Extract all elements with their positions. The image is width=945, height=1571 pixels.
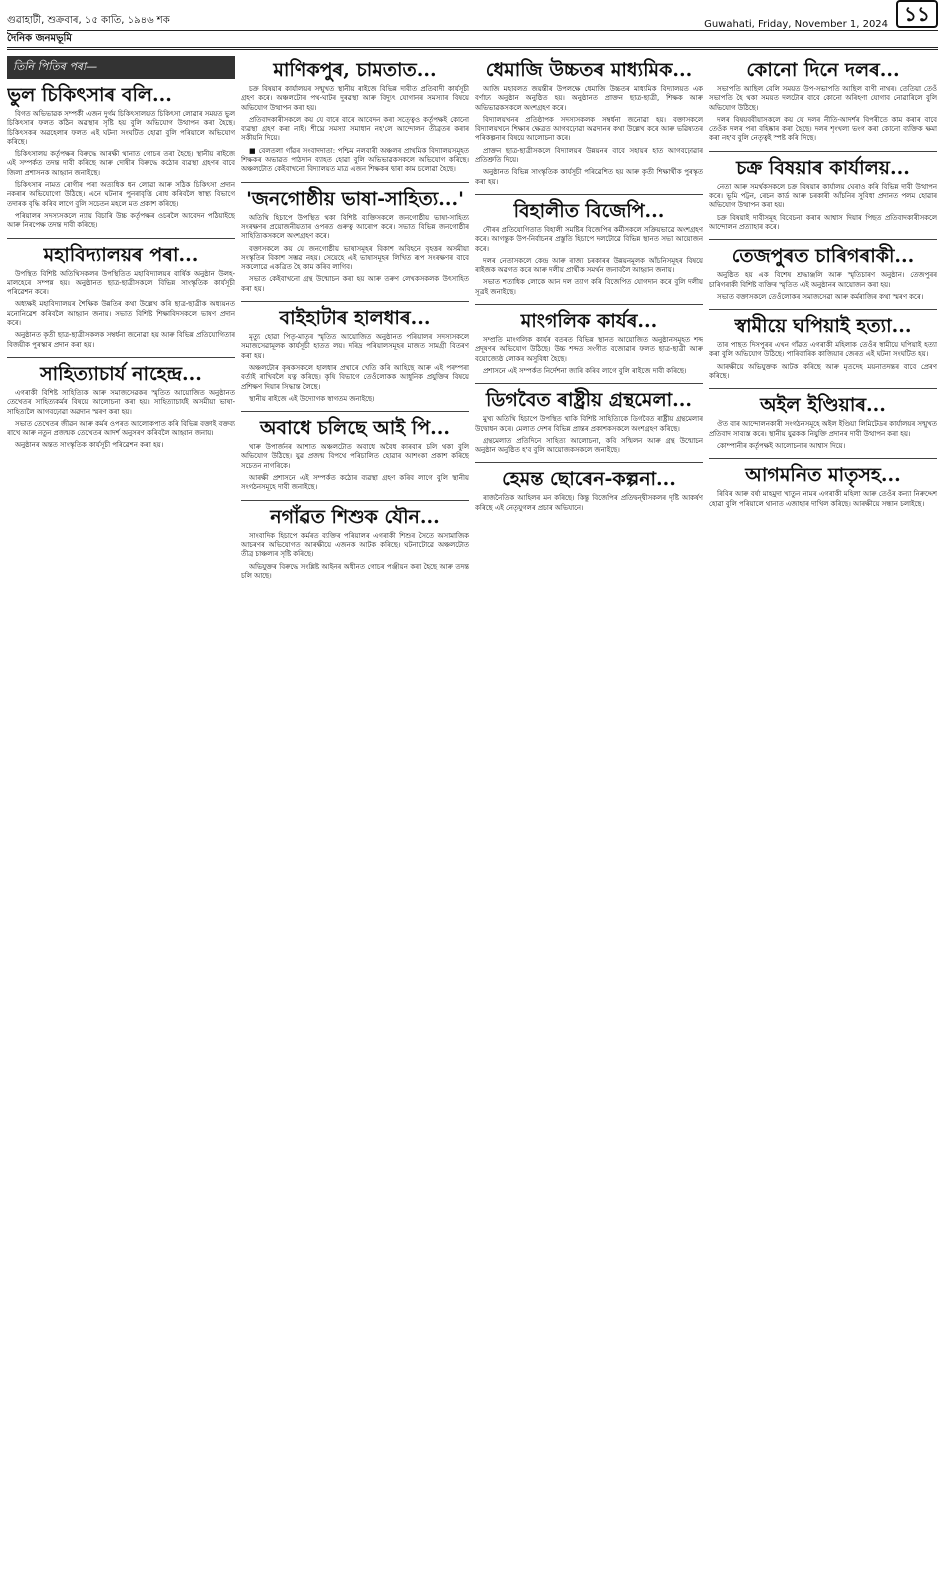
article bbox=[241, 54, 469, 183]
article-headline: মাংগলিক কাৰ্যৰ... bbox=[520, 310, 658, 333]
column-2 bbox=[241, 54, 469, 1564]
masthead: দৈনিক জনমভূমি bbox=[7, 31, 938, 50]
paragraph: আৰক্ষী প্ৰশাসনে এই সম্পৰ্কত কঠোৰ ব্যৱস্থা গ্ৰহণ কৰিব লাগে বুলি স্থানীয় সংগঠনসমূহে দাবী জনাইছে। bbox=[241, 474, 469, 492]
article-headline: চক্ৰ বিষয়াৰ কাৰ্যালয়... bbox=[736, 156, 910, 179]
article bbox=[709, 54, 937, 152]
paragraph: বিদ্যালয়খনৰ প্ৰতিষ্ঠাপক সদস্যসকলক সম্বৰ্ধনা জনোৱা হয়। বক্তাসকলে বিদ্যালয়খনে শিক্ষাৰ ক্ষেত্ৰত আগবঢ়োৱা অৱদানৰ কথা উল্লেখ কৰে আৰু ভৱিষ্যতৰ পৰিকল্পনাৰ বিষয়ে আলোচনা কৰে। bbox=[475, 115, 703, 143]
article bbox=[709, 152, 937, 240]
article-headline: ডিগবৈত ৰাষ্ট্ৰীয় গ্ৰন্থমেলা... bbox=[485, 389, 692, 412]
paragraph: বিগত অভিভাৱক সম্পৰ্কী এজন দুৰ্গম চিকিৎসালয়ত চিকিৎসা লোৱাৰ সময়ত ভুল চিকিৎসাৰ ফলত কঠিন অৱস্থাৰ সৃষ্টি হয় বুলি অভিযোগ উত্থাপন কৰা হৈছে। চিকিৎসকৰ অৱহেলাৰ ফলত এই ঘটনা সংঘটিত হোৱা বুলি পৰিয়ালে অভিযোগ কৰিছে। bbox=[7, 110, 235, 146]
article-headline: নগাঁৱত শিশুক যৌন... bbox=[270, 505, 440, 528]
page-number: ১১ bbox=[896, 0, 938, 28]
article-body bbox=[709, 85, 937, 144]
article bbox=[709, 389, 937, 459]
article-body bbox=[709, 490, 937, 509]
paragraph: সভাপতি আছিল বেলি সময়ত উপ-সভাপতি আছিল বাণী নাথৰ। তেতিয়া তেওঁ সভাপতি হৈ থকা সময়ত দলটোৰ বাবে কোনো অৰিহণা যোগাব নোৱাৰিলে বুলি অভিযোগ উঠিছে। bbox=[709, 85, 937, 112]
paragraph: সভাত শতাধিক লোকে আন দল ত্যাগ কৰি বিজেপিত যোগদান কৰে বুলি দলীয় সূত্ৰই জনাইছে। bbox=[475, 278, 703, 296]
article bbox=[475, 54, 703, 195]
article-headline: বিহালীত বিজেপি... bbox=[513, 199, 665, 222]
article-body bbox=[7, 389, 235, 451]
article-body bbox=[7, 270, 235, 350]
column-3 bbox=[475, 54, 703, 1564]
paragraph: তাৰ পাছত দিসপুৰৰ এখন গাঁৱত এগৰাকী মহিলাক তেওঁৰ স্বামীয়ে ঘপিয়াই হত্যা কৰা বুলি অভিযোগ উঠিছে। পাৰিবাৰিক কাজিয়াৰ জেৰত এই ঘটনা সংঘটিত হয়। bbox=[709, 341, 937, 359]
paragraph: দলৰ নেতাসকলে কেন্দ্ৰ আৰু ৰাজ্য চৰকাৰৰ উন্নয়নমূলক আঁচনিসমূহৰ বিষয়ে ৰাইজক অৱগত কৰে আৰু দলীয় প্ৰাৰ্থীক সমৰ্থন জনাবলৈ আহ্বান জনায়। bbox=[475, 256, 703, 275]
paragraph: অঞ্চলটোৰ কৃষকসকলে হালধাৰ প্ৰথাৰে খেতি কৰি আহিছে আৰু এই পৰম্পৰা বৰ্তাই ৰাখিবলৈ যত্ন কৰিছে। কৃষি বিভাগে তেওঁলোকক আধুনিক প্ৰযুক্তিৰ বিষয়ে প্ৰশিক্ষণ দিয়াৰ সিদ্ধান্ত লৈছে। bbox=[241, 363, 469, 391]
paragraph: পৰিয়ালৰ সদস্যসকলে ন্যায় বিচাৰি উচ্চ কৰ্তৃপক্ষৰ ওচৰলৈ আবেদন পঠিয়াইছে আৰু নিৰপেক্ষ তদন্ত দাবী কৰিছে। bbox=[7, 211, 235, 230]
column-4 bbox=[709, 54, 937, 1564]
paragraph: ৰাজনৈতিক আহিলৰ মন কৰিছে। কিন্তু বিজেপিৰ প্ৰতিদ্বন্দ্বীসকলৰ দৃষ্টি আকৰ্ষণ কৰিছে এই নেতৃযুগলৰ প্ৰচাৰ অভিযানে। bbox=[475, 494, 703, 512]
paragraph: ■ বেলতলা গাঁৱৰ সংবাদদাতা: পশ্চিম নলবাৰী অঞ্চলৰ প্ৰাথমিক বিদ্যালয়সমূহত শিক্ষকৰ অভাৱত পাঠদান ব্যাহত হোৱা বুলি অভিভাৱকসকলে অভিযোগ কৰিছে। অঞ্চলটোত কেইবাখনো বিদ্যালয়ত মাত্ৰ এজন শিক্ষকৰ দ্বাৰা কাম চলোৱা হৈছে। bbox=[241, 146, 469, 174]
series-label: তিনি পিতিৰ পৰা— bbox=[7, 56, 235, 79]
paragraph: দলৰ বিষয়ববীয়াসকলে কয় যে দলৰ নীতি-আদৰ্শৰ বিপৰীতে কাম কৰাৰ বাবে তেওঁক দলৰ পৰা বহিষ্কাৰ কৰা হৈছে। দলৰ শৃংখলা ভংগ কৰা কোনো ব্যক্তিক ক্ষমা কৰা নহ'ব বুলি নেতৃত্বই স্পষ্ট কৰি দিছে। bbox=[709, 115, 937, 143]
paragraph: অতিথি হিচাপে উপস্থিত থকা বিশিষ্ট ব্যক্তিসকলে জনগোষ্ঠীয় ভাষা-সাহিত্য সংৰক্ষণৰ প্ৰয়োজনীয়তাৰ ওপৰত গুৰুত্ব আৰোপ কৰে। সভাত বিভিন্ন জনগোষ্ঠীৰ সাহিত্যিকসকলে অংশগ্ৰহণ কৰে। bbox=[241, 213, 469, 241]
paragraph: চক্ৰ বিষয়াই দাবীসমূহ বিবেচনা কৰাৰ আশ্বাস দিয়াৰ পিছত প্ৰতিবাদকাৰীসকলে আন্দোলন প্ৰত্যাহাৰ কৰে। bbox=[709, 213, 937, 231]
paragraph: খাৰু উপাৰ্জনৰ আশাত অঞ্চলটোত অবাধে অবৈধ কাৰবাৰ চলি থকা বুলি অভিযোগ উঠিছে। যুৱ প্ৰজন্ম বিপথে পৰিচালিত হোৱাৰ আশংকা প্ৰকাশ কৰিছে সচেতন নাগৰিকে। bbox=[241, 443, 469, 470]
article-headline: ভুল চিকিৎসাৰ বলি... bbox=[7, 84, 172, 106]
column-1 bbox=[7, 54, 235, 1564]
article-headline: মহাবিদ্যালয়ৰ পৰা... bbox=[43, 243, 199, 266]
article-body bbox=[241, 85, 469, 175]
paragraph: এগৰাকী বিশিষ্ট সাহিত্যিক আৰু সমাজসেৱকৰ স্মৃতিত আয়োজিত অনুষ্ঠানত তেখেতৰ সাহিত্যকৰ্মৰ বিষয়ে আলোচনা কৰা হয়। সাহিত্যাচাৰ্যই অসমীয়া ভাষা-সাহিত্যলৈ আগবঢ়োৱা অৱদান স্মৰণ কৰা হয়। bbox=[7, 388, 235, 416]
page-header bbox=[7, 0, 938, 31]
paragraph: কোম্পানীৰ কৰ্তৃপক্ষই আলোচনাৰ আশ্বাস দিয়ে। bbox=[717, 441, 846, 450]
article-body bbox=[7, 110, 235, 231]
article-headline: মাণিকপুৰ, চামতাত... bbox=[273, 59, 437, 81]
paragraph: প্ৰশাসনে এই সম্পৰ্কত নিৰ্দেশনা জাৰি কৰিব লাগে বুলি ৰাইজে দাবী কৰিছে। bbox=[483, 366, 687, 375]
article bbox=[241, 183, 469, 302]
article bbox=[475, 305, 703, 384]
paragraph: অভিযুক্তৰ বিৰুদ্ধে সংশ্লিষ্ট আইনৰ অধীনত গোচৰ পঞ্জীয়ন কৰা হৈছে আৰু তদন্ত চলি আছে। bbox=[241, 562, 469, 580]
article-headline: ধেমাজি উচ্চতৰ মাধ্যমিক... bbox=[485, 59, 693, 81]
paragraph: ৰিবিৰ আৰু বৰ্ষা মাহমুদা খাতুন নামৰ এগৰাকী মহিলা আৰু তেওঁৰ কন্যা নিৰুদ্দেশ হোৱা বুলি পৰিয়ালে থানাত এজাহাৰ দাখিল কৰিছে। আৰক্ষীয়ে সন্ধান চলাইছে। bbox=[709, 490, 937, 508]
paragraph: সম্প্ৰতি মাংগলিক কাৰ্যৰ বতৰত বিভিন্ন স্থানত আয়োজিত অনুষ্ঠানসমূহত শব্দ প্ৰদূষণৰ অভিযোগ উঠিছে। উচ্চ শব্দত সংগীত বজোৱাৰ ফলত ছাত্ৰ-ছাত্ৰী আৰু বয়োজ্যেষ্ঠ লোকৰ অসুবিধা হৈছে। bbox=[475, 336, 703, 363]
dateline-right: Guwahati, Friday, November 1, 2024 bbox=[704, 19, 889, 30]
columns-container bbox=[7, 54, 938, 1564]
article-body bbox=[241, 532, 469, 581]
paragraph: চক্ৰ বিষয়াৰ কাৰ্যালয়ৰ সন্মুখত স্থানীয় ৰাইজে বিভিন্ন দাবীত প্ৰতিবাদী কাৰ্যসূচী গ্ৰহণ কৰে। অঞ্চলটোৰ পথ-ঘাটৰ দুৰৱস্থা আৰু বিদ্যুৎ যোগানৰ সমস্যাৰ বিষয়ে অভিযোগ উত্থাপন কৰা হয়। bbox=[241, 85, 469, 112]
paragraph: ঔত বাৰ আন্দোলনকাৰী সংগঠনসমূহে অইল ইণ্ডিয়া লিমিটেডৰ কাৰ্যালয়ৰ সন্মুখত প্ৰতিবাদ সাব্যস্ত কৰে। স্থানীয় যুৱকক নিযুক্তি প্ৰদানৰ দাবী উত্থাপন কৰা হয়। bbox=[709, 420, 937, 438]
paragraph: স্থানীয় ৰাইজে এই উদ্যোগক স্বাগতম জনাইছে। bbox=[249, 394, 375, 403]
article-headline: 'জনগোষ্ঠীয় ভাষা-সাহিত্য...' bbox=[246, 187, 464, 210]
article-body bbox=[241, 214, 469, 294]
article-body bbox=[475, 494, 703, 513]
article bbox=[475, 195, 703, 305]
article-headline: স্বামীয়ে ঘপিয়াই হত্যা... bbox=[734, 315, 912, 338]
article-body bbox=[709, 183, 937, 232]
article-body bbox=[709, 420, 937, 451]
paragraph: প্ৰাক্তন ছাত্ৰ-ছাত্ৰীসকলে বিদ্যালয়ৰ উন্নয়নৰ বাবে সহায়ৰ হাত আগবঢ়োৱাৰ প্ৰতিশ্ৰুতি দিয়ে। bbox=[475, 146, 703, 165]
article bbox=[475, 384, 703, 463]
article-body bbox=[475, 85, 703, 187]
article-headline: অবাধে চলিছে আই পি... bbox=[260, 417, 450, 440]
paragraph: অনুষ্ঠানত কৃতী ছাত্ৰ-ছাত্ৰীসকলক সম্বৰ্ধনা জনোৱা হয় আৰু বিভিন্ন প্ৰতিযোগিতাৰ বিজয়ীক পুৰস্কাৰ প্ৰদান কৰা হয়। bbox=[7, 331, 235, 349]
article-body bbox=[475, 226, 703, 297]
paragraph: গ্ৰন্থমেলাত প্ৰতিদিনে সাহিত্য আলোচনা, কবি সন্মিলন আৰু গ্ৰন্থ উন্মোচন অনুষ্ঠান অনুষ্ঠিত হ'ব বুলি আয়োজকসকলে জনাইছে। bbox=[475, 436, 703, 455]
paragraph: সভাত কেইবাখনো গ্ৰন্থ উন্মোচন কৰা হয় আৰু তৰুণ লেখকসকলক উৎসাহিত কৰা হয়। bbox=[241, 275, 469, 293]
paragraph: অধ্যক্ষই মহাবিদ্যালয়ৰ শৈক্ষিক উন্নতিৰ কথা উল্লেখ কৰি ছাত্ৰ-ছাত্ৰীক অধ্যয়নত মনোনিৱেশ কৰিবলৈ আহ্বান জনায়। সভাত বিশিষ্ট শিক্ষাবিদসকলে ভাষণ প্ৰদান কৰে। bbox=[7, 300, 235, 328]
paragraph: মৃত্যু হোৱা পিতৃ-মাতৃৰ স্মৃতিত আয়োজিত অনুষ্ঠানত পৰিয়ালৰ সদস্যসকলে সমাজসেৱামূলক কাৰ্যসূচী হাতত লয়। দৰিদ্ৰ পৰিয়ালসমূহৰ মাজত সামগ্ৰী বিতৰণ কৰা হয়। bbox=[241, 333, 469, 360]
paragraph: চিকিৎসালয় কৰ্তৃপক্ষৰ বিৰুদ্ধে আৰক্ষী থানাত গোচৰ তৰা হৈছে। স্থানীয় ৰাইজে এই সম্পৰ্কত তদন্ত দাবী কৰিছে আৰু দোষীৰ বিৰুদ্ধে কঠোৰ ব্যৱস্থা গ্ৰহণৰ বাবে জিলা প্ৰশাসনক আহ্বান জনাইছে। bbox=[7, 150, 235, 177]
paragraph: আজি মহাবলত জয়ন্তীৰ উপলক্ষে ধেমাজি উচ্চতৰ মাধ্যমিক বিদ্যালয়ত এক বৰ্ণাঢ্য অনুষ্ঠান অনুষ্ঠিত হয়। অনুষ্ঠানত প্ৰাক্তন ছাত্ৰ-ছাত্ৰী, শিক্ষক আৰু অভিভাৱকসকলে অংশগ্ৰহণ কৰে। bbox=[475, 85, 703, 112]
paragraph: সভাত বক্তাসকলে তেওঁলোকৰ সমাজসেৱা আৰু কৰ্মৰাজিৰ কথা স্মৰণ কৰে। bbox=[717, 292, 924, 301]
paragraph: প্ৰতিবাদকাৰীসকলে কয় যে বাৰে বাৰে আবেদন কৰা সত্ত্বেও কৰ্তৃপক্ষই কোনো ব্যৱস্থা গ্ৰহণ কৰা নাই। শীঘ্ৰে সমস্যা সমাধান নহ'লে আন্দোলন তীব্ৰতৰ কৰাৰ সকীয়নি দিয়ে। bbox=[241, 115, 469, 143]
article-body bbox=[241, 333, 469, 404]
article-headline: হেমন্ত ছোৰেন-কল্পনা... bbox=[502, 468, 676, 491]
article bbox=[7, 79, 235, 239]
article-headline: বাইহাটাৰ হালধাৰ... bbox=[279, 307, 431, 330]
article-headline: কোনো দিনে দলৰ... bbox=[746, 59, 900, 81]
article bbox=[241, 501, 469, 588]
paragraph: অনুষ্ঠিত হয় এক বিশেষ শ্ৰদ্ধাঞ্জলি আৰু স্মৃতিচাৰণ অনুষ্ঠান। তেজপুৰৰ চাৰিগৰাকী বিশিষ্ট ব্যক্তিৰ স্মৃতিত এই অনুষ্ঠানৰ আয়োজন কৰা হয়। bbox=[709, 271, 937, 289]
article-headline: সাহিত্যাচাৰ্য নাহেন্দ্ৰ... bbox=[40, 362, 202, 385]
article bbox=[241, 412, 469, 500]
article-headline: অইল ইণ্ডিয়াৰ... bbox=[760, 394, 886, 417]
paragraph: মুখ্য অতিথি হিচাপে উপস্থিত থাকি বিশিষ্ট সাহিত্যিকে ডিগবৈত ৰাষ্ট্ৰীয় গ্ৰন্থমেলাৰ উদ্বোধন কৰে। মেলাত দেশৰ বিভিন্ন প্ৰান্তৰ প্ৰকাশকসকলে অংশগ্ৰহণ কৰিছে। bbox=[475, 415, 703, 433]
paragraph: সাংবাদিক হিচাপে কৰ্মৰত ব্যক্তিৰ পৰিয়ালৰ এগৰাকী শিশুৰ সৈতে অসামাজিক আচৰণৰ অভিযোগত আৰক্ষীয়ে এজনক আটক কৰিছে। ঘটনাটোৱে অঞ্চলটোত তীব্ৰ চাঞ্চল্যৰ সৃষ্টি কৰিছে। bbox=[241, 531, 469, 559]
article bbox=[709, 459, 937, 516]
paragraph: নেতা আৰু সমৰ্থকসকলে চক্ৰ বিষয়াৰ কাৰ্যালয় ঘেৰাও কৰি বিভিন্ন দাবী উত্থাপন কৰে। ভূমি পট্টন, ৰেচন কাৰ্ড আৰু চৰকাৰী আঁচনিৰ সুবিধা প্ৰদানত পলম হোৱাৰ অভিযোগ উত্থাপন কৰা হয়। bbox=[709, 182, 937, 210]
article bbox=[241, 302, 469, 412]
paragraph: আৰক্ষীয়ে অভিযুক্তক আটক কৰিছে আৰু মৃতদেহ ময়নাতদন্তৰ বাবে প্ৰেৰণ কৰিছে। bbox=[709, 362, 937, 381]
dateline-left: গুৱাহাটী, শুক্ৰবাৰ, ১৫ কাতি, ১৯৪৬ শক bbox=[7, 15, 170, 26]
paragraph: দৌৰৰ প্ৰতিযোগিতাত বিহালী সমষ্টিৰ বিজেপিৰ কৰ্মীসকলে সক্ৰিয়ভাৱে অংশগ্ৰহণ কৰে। আগন্তুক উপ-নিৰ্বাচনৰ প্ৰস্তুতি হিচাপে দলটোৱে বিভিন্ন স্থানত সভা আয়োজন কৰে। bbox=[475, 225, 703, 253]
paragraph: চিকিৎসাৰ নামত ৰোগীৰ পৰা অত্যধিক ধন লোৱা আৰু সঠিক চিকিৎসা প্ৰদান নকৰাৰ অভিযোগো উঠিছে। এনে ঘটনাৰ পুনৰাবৃত্তি ৰোধ কৰিবলৈ স্বাস্থ্য বিভাগে তদাৰক বৃদ্ধি কৰিব লাগে বুলি সচেতন মহলে মত প্ৰকাশ কৰিছে। bbox=[7, 181, 235, 208]
article bbox=[709, 310, 937, 389]
article-body bbox=[709, 341, 937, 381]
article-body bbox=[475, 336, 703, 376]
article bbox=[7, 239, 235, 358]
article bbox=[475, 463, 703, 520]
article-headline: আগমনিত মাতৃসহ... bbox=[745, 464, 901, 487]
article-body bbox=[475, 415, 703, 455]
paragraph: অনুষ্ঠানৰ অন্তত সাংস্কৃতিক কাৰ্যসূচী পৰিৱেশন কৰা হয়। bbox=[15, 441, 164, 450]
article-body bbox=[241, 443, 469, 492]
paragraph: সভাত তেখেতৰ জীৱন আৰু কৰ্মৰ ওপৰত আলোকপাত কৰি বিভিন্ন বক্তাই বক্তব্য ৰাখে আৰু নতুন প্ৰজন্মক তেখেতৰ আদৰ্শ অনুসৰণ কৰিবলৈ আহ্বান জনায়। bbox=[7, 419, 235, 438]
paragraph: অনুষ্ঠানত বিভিন্ন সাংস্কৃতিক কাৰ্যসূচী পৰিৱেশিত হয় আৰু কৃতী শিক্ষাৰ্থীক পুৰস্কৃত কৰা হয়। bbox=[475, 168, 703, 186]
paragraph: উপস্থিত বিশিষ্ট অতিথিসকলৰ উপস্থিতিত মহাবিদ্যালয়ৰ বাৰ্ষিক অনুষ্ঠান উলহ-মালহেৰে সম্পন্ন হয়। অনুষ্ঠানত ছাত্ৰ-ছাত্ৰীসকলে বিভিন্ন সাংস্কৃতিক কাৰ্যসূচী পৰিৱেশন কৰে। bbox=[7, 269, 235, 297]
paragraph: বক্তাসকলে কয় যে জনগোষ্ঠীয় ভাষাসমূহৰ বিকাশ অবিহনে বৃহত্তৰ অসমীয়া সংস্কৃতিৰ বিকাশ সম্ভৱ নহয়। সেয়েহে এই ভাষাসমূহৰ লিখিত ৰূপ সংৰক্ষণৰ বাবে সকলোৱে একত্ৰিত হৈ কাম কৰিব লাগিব। bbox=[241, 244, 469, 272]
article bbox=[7, 358, 235, 458]
article bbox=[709, 240, 937, 310]
article-body bbox=[709, 271, 937, 302]
article-headline: তেজপুৰত চাৰিগৰাকী... bbox=[731, 245, 915, 268]
